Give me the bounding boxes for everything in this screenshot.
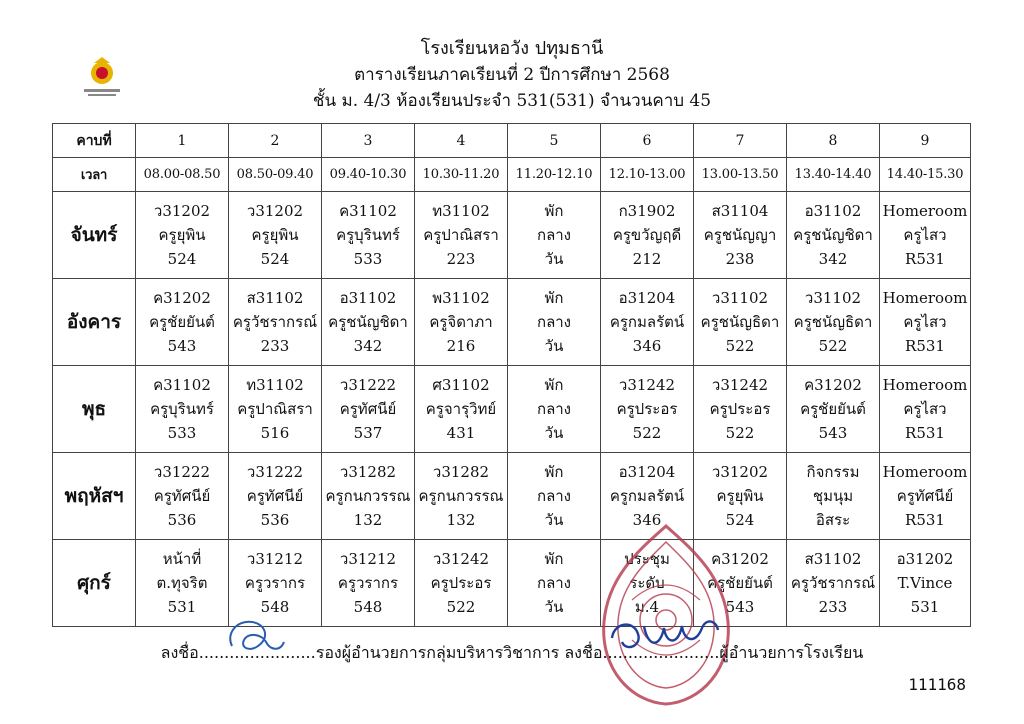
room-number: R531: [905, 250, 945, 268]
subject-code: ว31282: [339, 463, 397, 481]
subject-code: อ31202: [896, 550, 954, 568]
class-cell: [415, 192, 508, 279]
time-row: [53, 158, 971, 192]
room-number: 533: [353, 250, 383, 268]
period-time: 11.20-12.10: [508, 158, 601, 192]
period-time: 08.00-08.50: [136, 158, 229, 192]
period-time: 13.00-13.50: [694, 158, 787, 192]
day-name: จันทร์: [53, 192, 136, 279]
subject-code: Homeroom: [882, 202, 968, 220]
room-number: วัน: [544, 337, 564, 355]
subject-code: อ31102: [804, 202, 862, 220]
teacher-name: ครูจิดาภา: [429, 313, 493, 331]
teacher-name: ครูชนัญชิดา: [328, 313, 408, 331]
teacher-name: ครูชัยยันต์: [149, 313, 215, 331]
period-number: 8: [787, 124, 880, 158]
day-name: พฤหัสฯ: [53, 453, 136, 540]
room-number: 543: [725, 598, 755, 616]
teacher-name: ครูชัยยันต์: [800, 400, 866, 418]
period-number: 2: [229, 124, 322, 158]
room-number: 531: [167, 598, 197, 616]
teacher-name: กลาง: [536, 226, 572, 244]
teacher-name: ครูประอร: [709, 400, 771, 418]
period-label: คาบที่: [53, 124, 136, 158]
class-cell: [322, 453, 415, 540]
class-cell: [880, 279, 971, 366]
subject-code: ว31242: [711, 376, 769, 394]
teacher-name: ครูชนัญธิดา: [793, 313, 873, 331]
class-cell: [136, 192, 229, 279]
class-cell: [322, 192, 415, 279]
subject-code: พัก: [544, 463, 564, 481]
teacher-name: ครูปาณิสรา: [423, 226, 499, 244]
room-number: 233: [260, 337, 290, 355]
class-cell: [787, 279, 880, 366]
room-number: วัน: [544, 511, 564, 529]
room-number: R531: [905, 424, 945, 442]
subject-code: พัก: [544, 376, 564, 394]
subject-code: ค31102: [153, 376, 211, 394]
period-number: 1: [136, 124, 229, 158]
period-number: 7: [694, 124, 787, 158]
teacher-name: ครูวรากร: [337, 574, 399, 592]
subject-code: ว31222: [153, 463, 211, 481]
teacher-name: ครูกนกวรรณ: [418, 487, 504, 505]
day-name: พุธ: [53, 366, 136, 453]
class-cell: [787, 192, 880, 279]
room-number: 346: [632, 511, 662, 529]
document-code: 111168: [908, 675, 966, 694]
room-number: 431: [446, 424, 476, 442]
class-cell: [694, 366, 787, 453]
room-number: 543: [818, 424, 848, 442]
subject-code: ส31102: [246, 289, 304, 307]
subject-code: พัก: [544, 202, 564, 220]
room-number: 522: [632, 424, 662, 442]
teacher-name: กลาง: [536, 487, 572, 505]
room-number: 524: [725, 511, 755, 529]
period-time: 14.40-15.30: [880, 158, 971, 192]
class-cell: [787, 453, 880, 540]
term-title: ตารางเรียนภาคเรียนที่ 2 ปีการศึกษา 2568: [354, 65, 670, 85]
room-number: อิสระ: [815, 511, 851, 529]
class-cell: [136, 453, 229, 540]
class-cell: [601, 366, 694, 453]
subject-code: อ31102: [339, 289, 397, 307]
teacher-name: ครูยุพิน: [716, 487, 764, 505]
teacher-name: ครูไสว: [903, 400, 947, 418]
room-number: 233: [818, 598, 848, 616]
class-cell: [229, 192, 322, 279]
teacher-name: ครูไสว: [903, 226, 947, 244]
subject-code: หน้าที่: [162, 550, 202, 568]
subject-code: ก31902: [618, 202, 676, 220]
teacher-name: ครูชนัญญา: [703, 226, 777, 244]
class-cell: [880, 453, 971, 540]
teacher-name: ครูทัศนีย์: [896, 487, 954, 505]
room-number: 212: [632, 250, 662, 268]
class-cell: [415, 279, 508, 366]
teacher-name: ครูทัศนีย์: [153, 487, 211, 505]
teacher-name: T.Vince: [897, 574, 953, 592]
subject-code: ว31102: [711, 289, 769, 307]
subject-code: อ31204: [618, 289, 676, 307]
period-time: 09.40-10.30: [322, 158, 415, 192]
room-number: 536: [167, 511, 197, 529]
day-row: [53, 540, 971, 627]
class-cell: [880, 366, 971, 453]
period-number: 4: [415, 124, 508, 158]
day-row: [53, 192, 971, 279]
teacher-name: ครูวรากร: [244, 574, 306, 592]
teacher-name: ครูทัศนีย์: [246, 487, 304, 505]
subject-code: ว31222: [246, 463, 304, 481]
teacher-name: ครูยุพิน: [158, 226, 206, 244]
teacher-name: ครูประอร: [616, 400, 678, 418]
subject-code: ค31202: [153, 289, 211, 307]
room-number: 342: [353, 337, 383, 355]
subject-code: ส31104: [711, 202, 769, 220]
day-row: [53, 279, 971, 366]
subject-code: ว31242: [432, 550, 490, 568]
teacher-name: ครูกมลรัตน์: [609, 487, 685, 505]
teacher-name: ครูไสว: [903, 313, 947, 331]
document-header: [0, 36, 1024, 114]
room-number: R531: [905, 337, 945, 355]
class-cell: [415, 453, 508, 540]
class-cell: [508, 453, 601, 540]
class-cell: [787, 540, 880, 627]
teacher-name: ครูบุรินทร์: [336, 226, 400, 244]
subject-code: ค31202: [711, 550, 769, 568]
subject-code: พัก: [544, 550, 564, 568]
period-number: 5: [508, 124, 601, 158]
class-cell: [880, 540, 971, 627]
class-cell: [229, 453, 322, 540]
subject-code: ศ31102: [432, 376, 490, 394]
class-cell: [694, 192, 787, 279]
room-number: วัน: [544, 598, 564, 616]
teacher-name: กลาง: [536, 574, 572, 592]
subject-code: Homeroom: [882, 289, 968, 307]
room-number: 223: [446, 250, 476, 268]
class-cell: [508, 366, 601, 453]
teacher-name: ครูกนกวรรณ: [325, 487, 411, 505]
time-label: เวลา: [53, 158, 136, 192]
day-row: [53, 453, 971, 540]
room-number: 132: [446, 511, 476, 529]
class-cell: [415, 366, 508, 453]
class-cell: [508, 540, 601, 627]
subject-code: ท31102: [432, 202, 490, 220]
teacher-name: ครูวัชรากรณ์: [232, 313, 318, 331]
teacher-name: ครูกมลรัตน์: [609, 313, 685, 331]
room-number: วัน: [544, 250, 564, 268]
subject-code: พ31102: [432, 289, 490, 307]
teacher-name: ครูยุพิน: [251, 226, 299, 244]
subject-code: ส31102: [804, 550, 862, 568]
class-cell: [787, 366, 880, 453]
subject-code: ว31212: [339, 550, 397, 568]
room-number: 524: [260, 250, 290, 268]
class-cell: [322, 279, 415, 366]
room-number: 238: [725, 250, 755, 268]
period-number: 9: [880, 124, 971, 158]
room-number: 522: [725, 424, 755, 442]
class-cell: [508, 192, 601, 279]
room-number: 522: [725, 337, 755, 355]
room-number: วัน: [544, 424, 564, 442]
period-time: 12.10-13.00: [601, 158, 694, 192]
teacher-name: ต.ทุจริต: [156, 574, 208, 592]
teacher-name: ชุมนุม: [812, 487, 854, 505]
teacher-name: ครูชนัญธิดา: [700, 313, 780, 331]
class-cell: [880, 192, 971, 279]
class-cell: [229, 366, 322, 453]
subject-code: ว31282: [432, 463, 490, 481]
teacher-name: กลาง: [536, 400, 572, 418]
room-number: 533: [167, 424, 197, 442]
room-number: 548: [260, 598, 290, 616]
teacher-name: ครูปาณิสรา: [237, 400, 313, 418]
teacher-name: ครูชนัญชิดา: [793, 226, 873, 244]
room-number: 216: [446, 337, 476, 355]
room-number: 524: [167, 250, 197, 268]
subject-code: Homeroom: [882, 463, 968, 481]
class-cell: [322, 540, 415, 627]
class-cell: [415, 540, 508, 627]
subject-code: ว31222: [339, 376, 397, 394]
room-number: 531: [910, 598, 940, 616]
period-time: 08.50-09.40: [229, 158, 322, 192]
subject-code: ว31242: [618, 376, 676, 394]
class-cell: [508, 279, 601, 366]
subject-code: ว31102: [804, 289, 862, 307]
room-number: 346: [632, 337, 662, 355]
period-row: [53, 124, 971, 158]
day-name: อังคาร: [53, 279, 136, 366]
room-number: 537: [353, 424, 383, 442]
teacher-name: ครูประอร: [430, 574, 492, 592]
room-number: 522: [446, 598, 476, 616]
subject-code: ว31202: [711, 463, 769, 481]
period-number: 6: [601, 124, 694, 158]
period-time: 13.40-14.40: [787, 158, 880, 192]
class-cell: [322, 366, 415, 453]
subject-code: ค31102: [339, 202, 397, 220]
class-cell: [601, 279, 694, 366]
signature-line: ลงชื่อ.......................รองผู้อำนวยการกลุ่มบริหารวิชาการ ลงชื่อ.......................ผู้อำนวยการโรงเรียน: [160, 643, 864, 662]
subject-code: ค31202: [804, 376, 862, 394]
timetable: [52, 123, 971, 627]
teacher-name: ครูทัศนีย์: [339, 400, 397, 418]
subject-code: อ31204: [618, 463, 676, 481]
subject-code: ท31102: [246, 376, 304, 394]
teacher-name: ครูบุรินทร์: [150, 400, 214, 418]
subject-code: พัก: [544, 289, 564, 307]
subject-code: กิจกรรม: [806, 463, 860, 481]
school-name: โรงเรียนหอวัง ปทุมธานี: [420, 38, 604, 59]
room-number: R531: [905, 511, 945, 529]
room-number: 536: [260, 511, 290, 529]
class-cell: [601, 192, 694, 279]
class-cell: [694, 279, 787, 366]
room-number: 516: [260, 424, 290, 442]
period-number: 3: [322, 124, 415, 158]
room-number: 548: [353, 598, 383, 616]
day-row: [53, 366, 971, 453]
room-number: 342: [818, 250, 848, 268]
class-cell: [136, 366, 229, 453]
room-number: 132: [353, 511, 383, 529]
period-time: 10.30-11.20: [415, 158, 508, 192]
day-name: ศุกร์: [53, 540, 136, 627]
room-number: 522: [818, 337, 848, 355]
teacher-name: กลาง: [536, 313, 572, 331]
subject-code: ประชุม: [624, 550, 670, 568]
room-number: 543: [167, 337, 197, 355]
class-info: ชั้น ม. 4/3 ห้องเรียนประจำ 531(531) จำนวนคาบ 45: [312, 91, 712, 111]
class-cell: [136, 540, 229, 627]
class-cell: [229, 279, 322, 366]
subject-code: ว31202: [246, 202, 304, 220]
teacher-name: ครูขวัญฤดี: [612, 226, 682, 244]
room-number: ม.4: [634, 598, 660, 616]
teacher-name: ระดับ: [629, 574, 665, 592]
class-cell: [136, 279, 229, 366]
subject-code: Homeroom: [882, 376, 968, 394]
subject-code: ว31212: [246, 550, 304, 568]
teacher-name: ครูจารุวิทย์: [425, 400, 497, 418]
subject-code: ว31202: [153, 202, 211, 220]
teacher-name: ครูวัชรากรณ์: [790, 574, 876, 592]
teacher-name: ครูชัยยันต์: [707, 574, 773, 592]
